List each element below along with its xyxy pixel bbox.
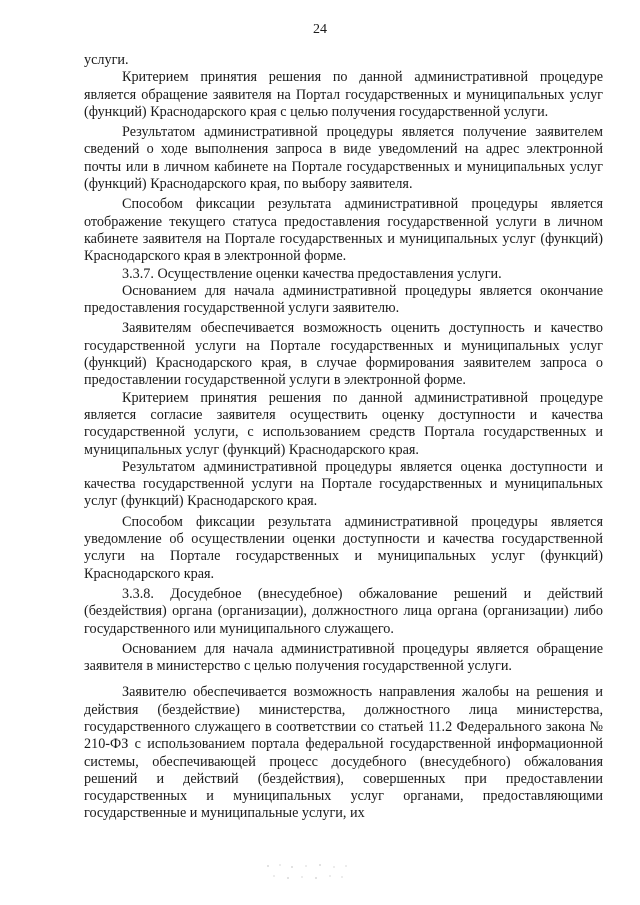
section-heading-3-3-8: 3.3.8. Досудебное (внесудебное) обжалование решений и действий (бездействия) органа (организации), должностного лица органа (организации) либо государственного или муниципального служащего. xyxy=(84,585,603,637)
paragraph-quality-opportunity: Заявителям обеспечивается возможность оценить доступность и качество государственной услуги на Портале государственных и муниципальных услуг (функций) Краснодарского края, в случае формирования заявителем запроса о предоставлении государственной услуги в электронной форме. xyxy=(84,320,603,389)
paragraph-criterion-portal: Критерием принятия решения по данной административной процедуре является обращение заявителя на Портал государственных и муниципальных услуг (функций) Краснодарского края с целью получения государственной услуги. xyxy=(84,69,603,120)
paragraph-basis-appeal: Основанием для начала административной процедуры является обращение заявителя в министерство с целью получения государственной услуги. xyxy=(84,640,603,675)
section-heading-3-3-7: 3.3.7. Осуществление оценки качества предоставления услуги. xyxy=(122,265,502,282)
paragraph-criterion-consent: Критерием принятия решения по данной административной процедуре является согласие заявителя осуществить оценку доступности и качества государственной услуги, с использованием средств Портала государственных и муниципальных услуг (функций) Краснодарского края. xyxy=(84,389,603,458)
paragraph-basis-quality: Основанием для начала административной процедуры является окончание предоставления государственной услуги заявителю. xyxy=(84,282,603,317)
paragraph-fixation-notification: Способом фиксации результата административной процедуры является уведомление об осуществлении оценки доступности и качества государственной услуги на Портале государственных и муниципальных услуг (функций) Краснодарского края. xyxy=(84,513,603,582)
paragraph-fixation-status: Способом фиксации результата административной процедуры является отображение текущего статуса предоставления государственной услуги в личном кабинете заявителя на Портале государственных и муниципальных услуг (функций) Краснодарского края в электронной форме. xyxy=(84,196,603,265)
paragraph-result-notifications: Результатом административной процедуры является получение заявителем сведений о ходе выполнения запроса в виде уведомлений на адрес электронной почты или в личном кабинете на Портале государственных и муниципальных услуг (функций) Краснодарского края, по выбору заявителя. xyxy=(84,124,603,193)
scan-artifact xyxy=(262,862,352,884)
paragraph-complaint-possibility: Заявителю обеспечивается возможность направления жалобы на решения и действия (бездействие) министерства, должностного лица министерства, государственного служащего в соответствии со статьей 11.2 Федерального закона № 210-ФЗ с использованием портала федеральной государственной информационной системы, обеспечивающей процесс досудебного (внесудебного) обжалования решений и действий (бездействия), совершенных при предоставлении государственных и муниципальных услуг органами, предоставляющими государственные и муниципальные услуги, их xyxy=(84,684,603,822)
page-number: 24 xyxy=(313,22,327,37)
document-body xyxy=(84,52,603,823)
paragraph-result-assessment: Результатом административной процедуры является оценка доступности и качества государственной услуги на Портале государственных и муниципальных услуг (функций) Краснодарского края. xyxy=(84,458,603,510)
paragraph-continuation: услуги. xyxy=(84,52,129,68)
